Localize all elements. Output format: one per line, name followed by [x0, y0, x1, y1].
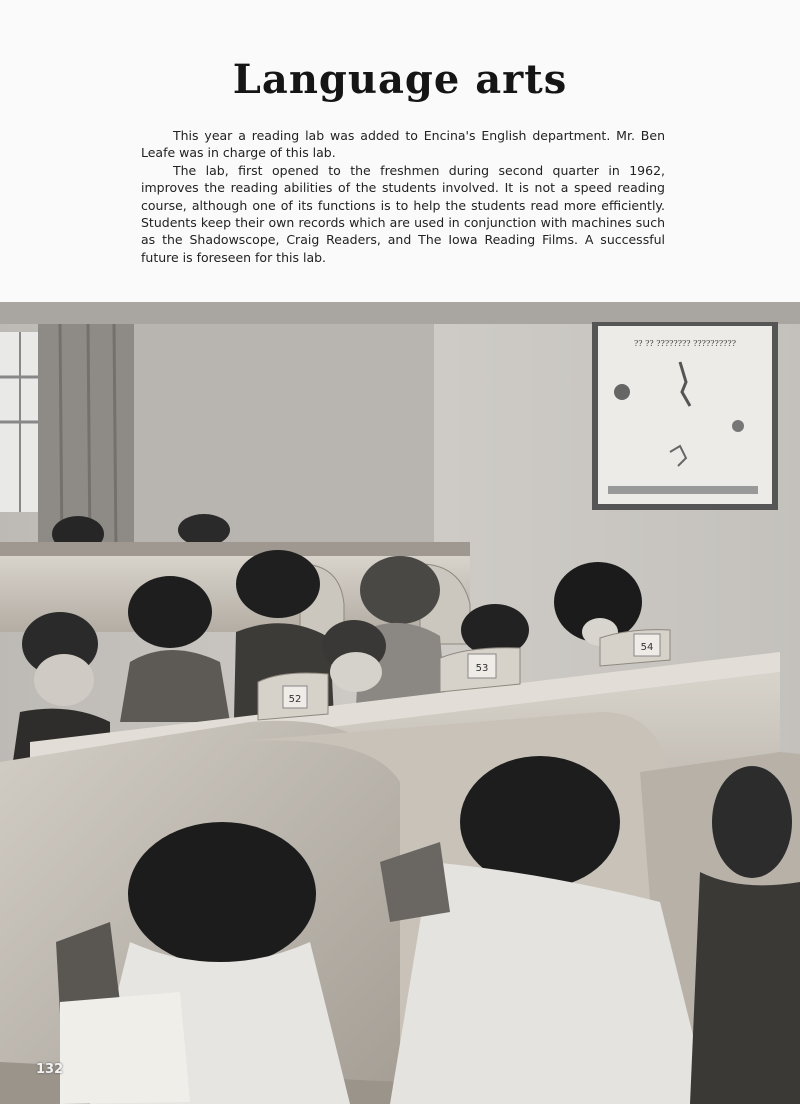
photo-illustration — [0, 302, 800, 1104]
booth-number: 54 — [640, 642, 654, 653]
article-paragraph-2: The lab, first opened to the freshmen during second quarter in 1962, improves the reading abilities of the students involved. It is not a speed reading course, although one of its functions is to help the students read more efficiently. Students keep their own records which are used in conjunction with machines such as the Shadowscope, Craig Readers, and The Iowa Reading Films. A successful future is foreseen for this lab. — [141, 162, 665, 265]
poster-heading: ?? ?? ???????? ?????????? — [634, 339, 736, 348]
mirror-panel — [134, 324, 434, 544]
back-booth-rail — [0, 542, 470, 556]
page-title: Language arts — [232, 56, 568, 103]
page-number: 132 — [36, 1062, 64, 1077]
reading-lab-photo — [0, 302, 800, 1104]
booth-number: 53 — [475, 663, 489, 674]
ceiling-edge — [0, 302, 800, 324]
student-front-left-hair — [128, 822, 316, 966]
booth-number: 52 — [288, 694, 302, 705]
poster — [598, 326, 772, 504]
article-paragraph-1: This year a reading lab was added to Encina's English department. Mr. Ben Leafe was in charge of this lab. — [141, 128, 665, 161]
article-text — [141, 127, 665, 266]
